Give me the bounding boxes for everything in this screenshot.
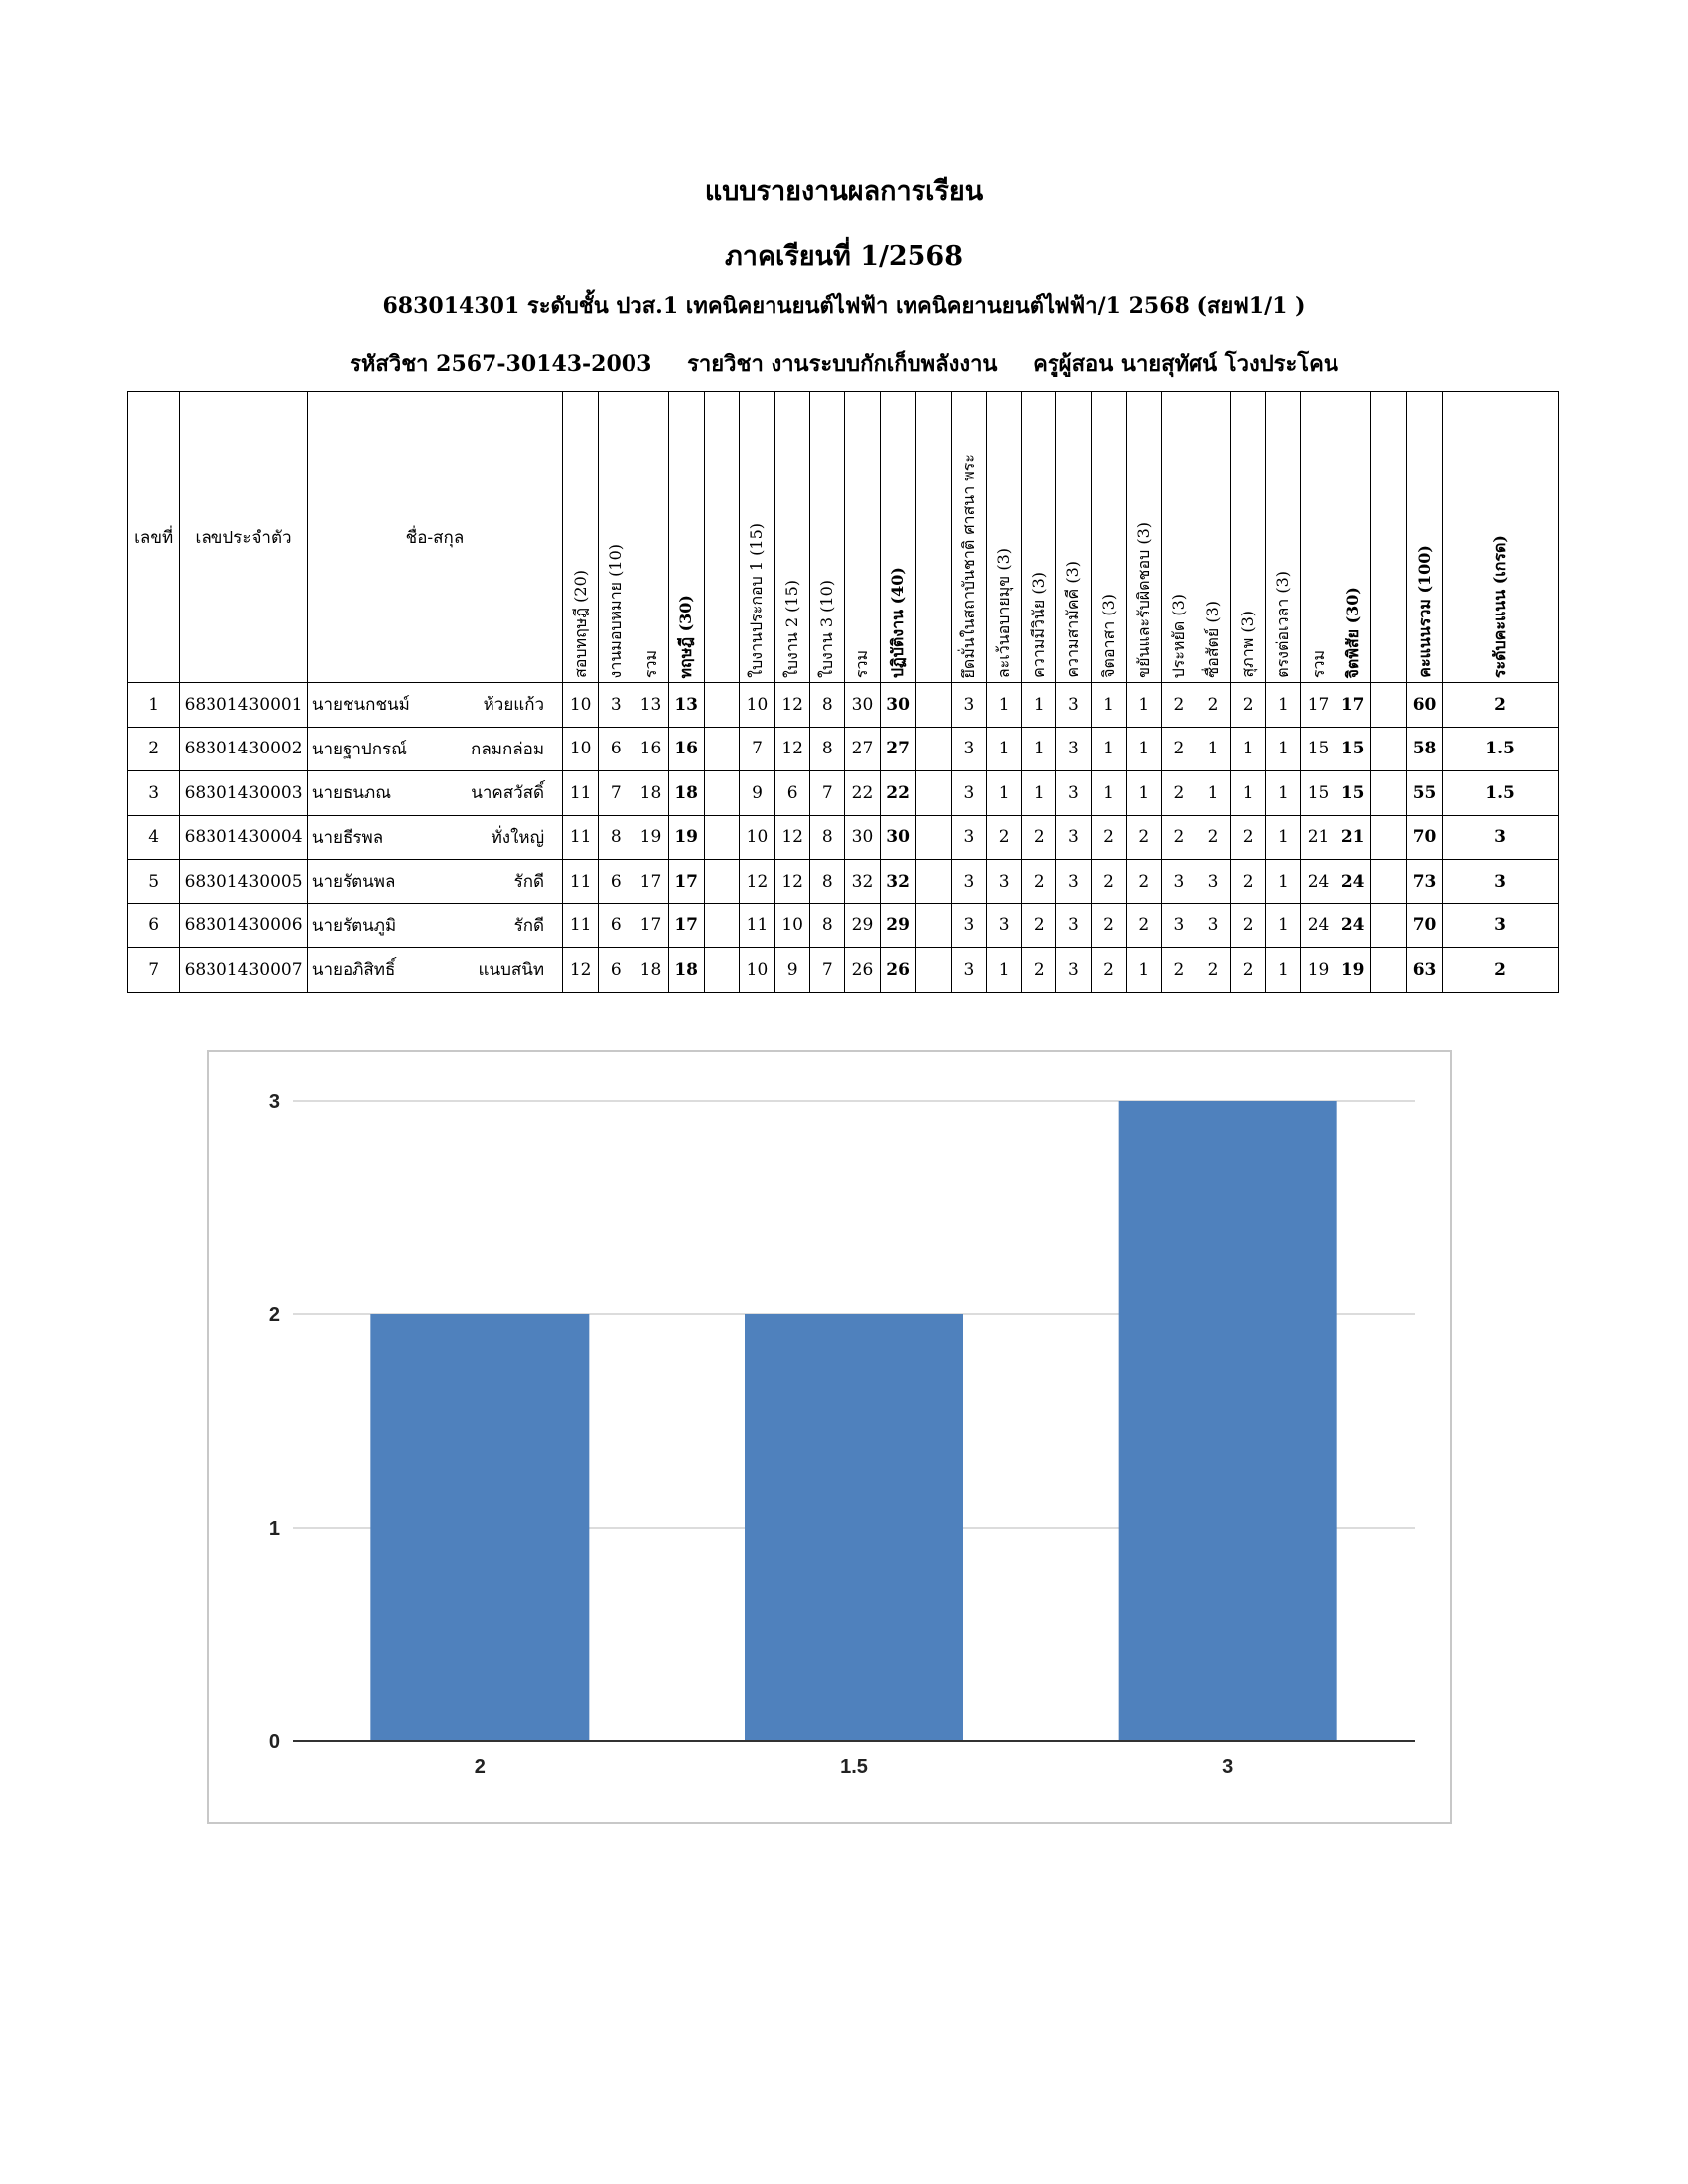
x-tick-label: 2 bbox=[474, 1756, 486, 1778]
score-a10: 1 bbox=[1266, 948, 1301, 993]
score-a6: 2 bbox=[1126, 815, 1161, 860]
score-grade: 3 bbox=[1443, 903, 1559, 948]
table-row bbox=[128, 815, 1559, 860]
score-a2: 1 bbox=[987, 948, 1022, 993]
score-grade: 3 bbox=[1443, 860, 1559, 904]
student-name bbox=[307, 860, 562, 904]
col-attitude-2: ละเว้นอบายมุข (3) bbox=[987, 392, 1022, 683]
score-at: 19 bbox=[1336, 948, 1370, 993]
score-a7: 3 bbox=[1161, 860, 1196, 904]
score-a2: 1 bbox=[987, 683, 1022, 728]
col-theory-sum: รวม bbox=[633, 392, 668, 683]
score-a4: 3 bbox=[1056, 903, 1091, 948]
first-name: นายรัตนพล bbox=[311, 872, 396, 892]
blank-cell bbox=[915, 815, 951, 860]
bar bbox=[1119, 1101, 1337, 1741]
score-p4: 22 bbox=[845, 771, 880, 816]
score-as: 24 bbox=[1301, 860, 1336, 904]
col-attitude-8: ซื่อสัตย์ (3) bbox=[1196, 392, 1230, 683]
score-t1: 10 bbox=[563, 683, 599, 728]
score-a8: 1 bbox=[1196, 771, 1230, 816]
score-a1: 3 bbox=[951, 903, 986, 948]
grade-chart bbox=[207, 1050, 1452, 1824]
last-name: แนบสนิท bbox=[478, 960, 545, 981]
score-a8: 3 bbox=[1196, 903, 1230, 948]
score-a9: 2 bbox=[1231, 903, 1266, 948]
blank-cell bbox=[1370, 727, 1406, 771]
blank-cell bbox=[704, 815, 739, 860]
score-as: 17 bbox=[1301, 683, 1336, 728]
score-a3: 1 bbox=[1022, 683, 1056, 728]
score-t3: 19 bbox=[633, 815, 668, 860]
blank-cell bbox=[915, 727, 951, 771]
student-name bbox=[307, 948, 562, 993]
score-a2: 1 bbox=[987, 771, 1022, 816]
col-grade: ระดับคะแนน (เกรด) bbox=[1443, 392, 1559, 683]
score-at: 24 bbox=[1336, 860, 1370, 904]
blank-cell bbox=[915, 771, 951, 816]
student-name bbox=[307, 727, 562, 771]
score-a6: 1 bbox=[1126, 948, 1161, 993]
col-attitude-6: ขยันและรับผิดชอบ (3) bbox=[1126, 392, 1161, 683]
score-a4: 3 bbox=[1056, 815, 1091, 860]
report-title: แบบรายงานผลการเรียน bbox=[704, 176, 984, 206]
score-a6: 1 bbox=[1126, 727, 1161, 771]
score-a3: 2 bbox=[1022, 903, 1056, 948]
score-p3: 8 bbox=[810, 815, 845, 860]
score-tt: 16 bbox=[668, 727, 704, 771]
score-p2: 9 bbox=[775, 948, 810, 993]
row-no: 2 bbox=[128, 727, 180, 771]
student-name bbox=[307, 771, 562, 816]
score-as: 21 bbox=[1301, 815, 1336, 860]
score-a2: 2 bbox=[987, 815, 1022, 860]
score-a4: 3 bbox=[1056, 771, 1091, 816]
course-name: รายวิชา งานระบบกักเก็บพลังงาน bbox=[687, 351, 998, 377]
score-pt: 26 bbox=[880, 948, 915, 993]
score-a10: 1 bbox=[1266, 815, 1301, 860]
col-practice-total: ปฏิบัติงาน (40) bbox=[880, 392, 915, 683]
table-row bbox=[128, 771, 1559, 816]
score-t3: 18 bbox=[633, 771, 668, 816]
last-name: รักดี bbox=[513, 872, 545, 892]
score-a3: 2 bbox=[1022, 815, 1056, 860]
score-p3: 8 bbox=[810, 860, 845, 904]
col-theory-total: ทฤษฎี (30) bbox=[668, 392, 704, 683]
score-tt: 17 bbox=[668, 903, 704, 948]
class-line: 683014301 ระดับชั้น ปวส.1 เทคนิคยานยนต์ไฟฟ้า เทคนิคยานยนต์ไฟฟ้า/1 2568 (สยฟ1/1 ) bbox=[382, 293, 1306, 319]
score-p3: 7 bbox=[810, 771, 845, 816]
score-a3: 2 bbox=[1022, 948, 1056, 993]
score-total: 55 bbox=[1406, 771, 1442, 816]
score-a8: 2 bbox=[1196, 948, 1230, 993]
col-practice-sum: รวม bbox=[845, 392, 880, 683]
col-attitude-3: ความมีวินัย (3) bbox=[1022, 392, 1056, 683]
blank-cell bbox=[704, 771, 739, 816]
table-row bbox=[128, 948, 1559, 993]
score-pt: 30 bbox=[880, 683, 915, 728]
score-a8: 2 bbox=[1196, 815, 1230, 860]
score-a9: 2 bbox=[1231, 860, 1266, 904]
score-p2: 10 bbox=[775, 903, 810, 948]
score-a5: 1 bbox=[1091, 727, 1126, 771]
blank-cell bbox=[1370, 860, 1406, 904]
score-a9: 2 bbox=[1231, 815, 1266, 860]
col-name: ชื่อ-สกุล bbox=[307, 392, 562, 683]
col-attitude-total: จิตพิสัย (30) bbox=[1336, 392, 1370, 683]
score-a10: 1 bbox=[1266, 727, 1301, 771]
score-a2: 3 bbox=[987, 903, 1022, 948]
score-a1: 3 bbox=[951, 683, 986, 728]
first-name: นายอภิสิทธิ์ bbox=[311, 960, 396, 981]
col-worksheet-1: ใบงานประกอบ 1 (15) bbox=[739, 392, 774, 683]
score-p3: 7 bbox=[810, 948, 845, 993]
first-name: นายธีรพล bbox=[311, 827, 384, 848]
col-attitude-9: สุภาพ (3) bbox=[1231, 392, 1266, 683]
last-name: ทั่งใหญ่ bbox=[491, 827, 545, 848]
col-blank-2 bbox=[915, 392, 951, 683]
score-a10: 1 bbox=[1266, 903, 1301, 948]
blank-cell bbox=[704, 903, 739, 948]
score-pt: 32 bbox=[880, 860, 915, 904]
row-no: 7 bbox=[128, 948, 180, 993]
score-a1: 3 bbox=[951, 771, 986, 816]
score-a9: 2 bbox=[1231, 948, 1266, 993]
blank-cell bbox=[915, 860, 951, 904]
score-p1: 12 bbox=[739, 860, 774, 904]
col-attitude-sum: รวม bbox=[1301, 392, 1336, 683]
score-total: 60 bbox=[1406, 683, 1442, 728]
score-t2: 7 bbox=[599, 771, 633, 816]
score-p2: 12 bbox=[775, 683, 810, 728]
score-tt: 19 bbox=[668, 815, 704, 860]
table-row bbox=[128, 860, 1559, 904]
last-name: นาคสวัสดิ์ bbox=[471, 783, 545, 804]
score-a6: 1 bbox=[1126, 771, 1161, 816]
score-a4: 3 bbox=[1056, 727, 1091, 771]
col-blank-1 bbox=[704, 392, 739, 683]
score-a2: 3 bbox=[987, 860, 1022, 904]
col-attitude-1: ยึดมั่นในสถาบันชาติ ศาสนา พระ bbox=[951, 392, 986, 683]
row-no: 1 bbox=[128, 683, 180, 728]
score-pt: 30 bbox=[880, 815, 915, 860]
student-id: 68301430005 bbox=[180, 860, 308, 904]
last-name: กลมกล่อม bbox=[471, 739, 545, 759]
score-a7: 2 bbox=[1161, 948, 1196, 993]
score-p4: 30 bbox=[845, 683, 880, 728]
score-t3: 18 bbox=[633, 948, 668, 993]
score-tt: 13 bbox=[668, 683, 704, 728]
score-a8: 1 bbox=[1196, 727, 1230, 771]
score-t1: 10 bbox=[563, 727, 599, 771]
row-no: 4 bbox=[128, 815, 180, 860]
score-t2: 6 bbox=[599, 903, 633, 948]
y-tick-label: 0 bbox=[268, 1731, 280, 1753]
score-t2: 8 bbox=[599, 815, 633, 860]
score-t2: 6 bbox=[599, 948, 633, 993]
score-at: 24 bbox=[1336, 903, 1370, 948]
score-a5: 2 bbox=[1091, 815, 1126, 860]
score-a6: 2 bbox=[1126, 860, 1161, 904]
score-p2: 12 bbox=[775, 815, 810, 860]
score-a1: 3 bbox=[951, 948, 986, 993]
score-a7: 2 bbox=[1161, 683, 1196, 728]
score-t3: 17 bbox=[633, 860, 668, 904]
score-a8: 2 bbox=[1196, 683, 1230, 728]
row-no: 3 bbox=[128, 771, 180, 816]
score-a5: 2 bbox=[1091, 860, 1126, 904]
col-worksheet-3: ใบงาน 3 (10) bbox=[810, 392, 845, 683]
blank-cell bbox=[704, 860, 739, 904]
grade-bar-chart bbox=[209, 1052, 1450, 1822]
score-grade: 3 bbox=[1443, 815, 1559, 860]
x-tick-label: 3 bbox=[1222, 1756, 1234, 1778]
col-attitude-10: ตรงต่อเวลา (3) bbox=[1266, 392, 1301, 683]
score-total: 73 bbox=[1406, 860, 1442, 904]
score-a2: 1 bbox=[987, 727, 1022, 771]
student-id: 68301430007 bbox=[180, 948, 308, 993]
score-t3: 13 bbox=[633, 683, 668, 728]
row-no: 5 bbox=[128, 860, 180, 904]
score-as: 24 bbox=[1301, 903, 1336, 948]
score-p4: 26 bbox=[845, 948, 880, 993]
col-attitude-7: ประหยัด (3) bbox=[1161, 392, 1196, 683]
x-tick-label: 1.5 bbox=[840, 1756, 868, 1778]
score-p3: 8 bbox=[810, 903, 845, 948]
score-at: 21 bbox=[1336, 815, 1370, 860]
student-name bbox=[307, 683, 562, 728]
score-a4: 3 bbox=[1056, 948, 1091, 993]
col-attitude-5: จิตอาสา (3) bbox=[1091, 392, 1126, 683]
y-tick-label: 3 bbox=[268, 1091, 280, 1113]
score-a7: 2 bbox=[1161, 771, 1196, 816]
y-tick-label: 1 bbox=[268, 1518, 280, 1540]
score-p4: 29 bbox=[845, 903, 880, 948]
first-name: นายธนภณ bbox=[311, 783, 391, 804]
score-p1: 9 bbox=[739, 771, 774, 816]
student-id: 68301430001 bbox=[180, 683, 308, 728]
last-name: รักดี bbox=[513, 915, 545, 936]
blank-cell bbox=[1370, 815, 1406, 860]
col-theory-exam: สอบทฤษฎี (20) bbox=[563, 392, 599, 683]
score-t1: 12 bbox=[563, 948, 599, 993]
blank-cell bbox=[915, 948, 951, 993]
col-worksheet-2: ใบงาน 2 (15) bbox=[775, 392, 810, 683]
col-student-id: เลขประจำตัว bbox=[180, 392, 308, 683]
score-a3: 1 bbox=[1022, 727, 1056, 771]
score-at: 15 bbox=[1336, 727, 1370, 771]
score-pt: 22 bbox=[880, 771, 915, 816]
score-grade: 1.5 bbox=[1443, 727, 1559, 771]
score-at: 17 bbox=[1336, 683, 1370, 728]
score-p4: 30 bbox=[845, 815, 880, 860]
course-code: รหัสวิชา 2567-30143-2003 bbox=[350, 351, 652, 377]
score-t3: 16 bbox=[633, 727, 668, 771]
score-total: 63 bbox=[1406, 948, 1442, 993]
score-total: 70 bbox=[1406, 815, 1442, 860]
score-a5: 2 bbox=[1091, 903, 1126, 948]
score-p3: 8 bbox=[810, 683, 845, 728]
blank-cell bbox=[1370, 683, 1406, 728]
score-p3: 8 bbox=[810, 727, 845, 771]
blank-cell bbox=[915, 683, 951, 728]
score-a5: 1 bbox=[1091, 771, 1126, 816]
score-p1: 10 bbox=[739, 815, 774, 860]
score-t2: 6 bbox=[599, 727, 633, 771]
student-id: 68301430006 bbox=[180, 903, 308, 948]
score-a6: 2 bbox=[1126, 903, 1161, 948]
score-a8: 3 bbox=[1196, 860, 1230, 904]
score-a7: 2 bbox=[1161, 727, 1196, 771]
student-name bbox=[307, 903, 562, 948]
first-name: นายรัตนภูมิ bbox=[311, 915, 397, 936]
score-a1: 3 bbox=[951, 860, 986, 904]
score-a1: 3 bbox=[951, 727, 986, 771]
blank-cell bbox=[704, 683, 739, 728]
score-a7: 3 bbox=[1161, 903, 1196, 948]
score-at: 15 bbox=[1336, 771, 1370, 816]
score-p1: 11 bbox=[739, 903, 774, 948]
score-pt: 29 bbox=[880, 903, 915, 948]
score-a1: 3 bbox=[951, 815, 986, 860]
score-tt: 18 bbox=[668, 771, 704, 816]
score-as: 19 bbox=[1301, 948, 1336, 993]
table-row bbox=[128, 903, 1559, 948]
score-p1: 10 bbox=[739, 683, 774, 728]
score-p4: 27 bbox=[845, 727, 880, 771]
first-name: นายฐาปกรณ์ bbox=[311, 739, 407, 759]
score-a9: 1 bbox=[1231, 727, 1266, 771]
blank-cell bbox=[915, 903, 951, 948]
col-assignment: งานมอบหมาย (10) bbox=[599, 392, 633, 683]
score-p2: 12 bbox=[775, 727, 810, 771]
score-total: 70 bbox=[1406, 903, 1442, 948]
score-a3: 2 bbox=[1022, 860, 1056, 904]
teacher: ครูผู้สอน นายสุทัศน์ โวงประโคน bbox=[1033, 351, 1338, 377]
score-p2: 6 bbox=[775, 771, 810, 816]
score-t2: 6 bbox=[599, 860, 633, 904]
score-t1: 11 bbox=[563, 903, 599, 948]
score-t1: 11 bbox=[563, 771, 599, 816]
score-a5: 1 bbox=[1091, 683, 1126, 728]
student-name bbox=[307, 815, 562, 860]
first-name: นายชนกชนม์ bbox=[311, 695, 410, 716]
score-as: 15 bbox=[1301, 727, 1336, 771]
score-a6: 1 bbox=[1126, 683, 1161, 728]
score-t2: 3 bbox=[599, 683, 633, 728]
score-p1: 10 bbox=[739, 948, 774, 993]
table-row bbox=[128, 727, 1559, 771]
score-grade: 1.5 bbox=[1443, 771, 1559, 816]
score-a5: 2 bbox=[1091, 948, 1126, 993]
score-tt: 17 bbox=[668, 860, 704, 904]
grade-table bbox=[127, 391, 1559, 993]
score-a10: 1 bbox=[1266, 683, 1301, 728]
score-a9: 1 bbox=[1231, 771, 1266, 816]
score-p4: 32 bbox=[845, 860, 880, 904]
score-p1: 7 bbox=[739, 727, 774, 771]
score-total: 58 bbox=[1406, 727, 1442, 771]
student-id: 68301430003 bbox=[180, 771, 308, 816]
blank-cell bbox=[704, 948, 739, 993]
blank-cell bbox=[1370, 771, 1406, 816]
blank-cell bbox=[704, 727, 739, 771]
bar bbox=[745, 1314, 963, 1741]
score-a4: 3 bbox=[1056, 683, 1091, 728]
bar bbox=[370, 1314, 589, 1741]
score-a10: 1 bbox=[1266, 771, 1301, 816]
col-blank-3 bbox=[1370, 392, 1406, 683]
semester: ภาคเรียนที่ 1/2568 bbox=[724, 241, 964, 272]
score-a10: 1 bbox=[1266, 860, 1301, 904]
score-a9: 2 bbox=[1231, 683, 1266, 728]
score-as: 15 bbox=[1301, 771, 1336, 816]
row-no: 6 bbox=[128, 903, 180, 948]
header-row bbox=[128, 392, 1559, 683]
score-grade: 2 bbox=[1443, 948, 1559, 993]
blank-cell bbox=[1370, 948, 1406, 993]
col-no: เลขที่ bbox=[128, 392, 180, 683]
score-p2: 12 bbox=[775, 860, 810, 904]
score-t1: 11 bbox=[563, 860, 599, 904]
last-name: ห้วยแก้ว bbox=[483, 695, 545, 716]
score-tt: 18 bbox=[668, 948, 704, 993]
blank-cell bbox=[1370, 903, 1406, 948]
score-a3: 1 bbox=[1022, 771, 1056, 816]
score-a4: 3 bbox=[1056, 860, 1091, 904]
y-tick-label: 2 bbox=[268, 1304, 280, 1326]
col-total-score: คะแนนรวม (100) bbox=[1406, 392, 1442, 683]
score-t1: 11 bbox=[563, 815, 599, 860]
score-pt: 27 bbox=[880, 727, 915, 771]
score-t3: 17 bbox=[633, 903, 668, 948]
table-row bbox=[128, 683, 1559, 728]
course-line bbox=[0, 346, 1688, 381]
score-a7: 2 bbox=[1161, 815, 1196, 860]
score-grade: 2 bbox=[1443, 683, 1559, 728]
student-id: 68301430004 bbox=[180, 815, 308, 860]
student-id: 68301430002 bbox=[180, 727, 308, 771]
col-attitude-4: ความสามัคคี (3) bbox=[1056, 392, 1091, 683]
